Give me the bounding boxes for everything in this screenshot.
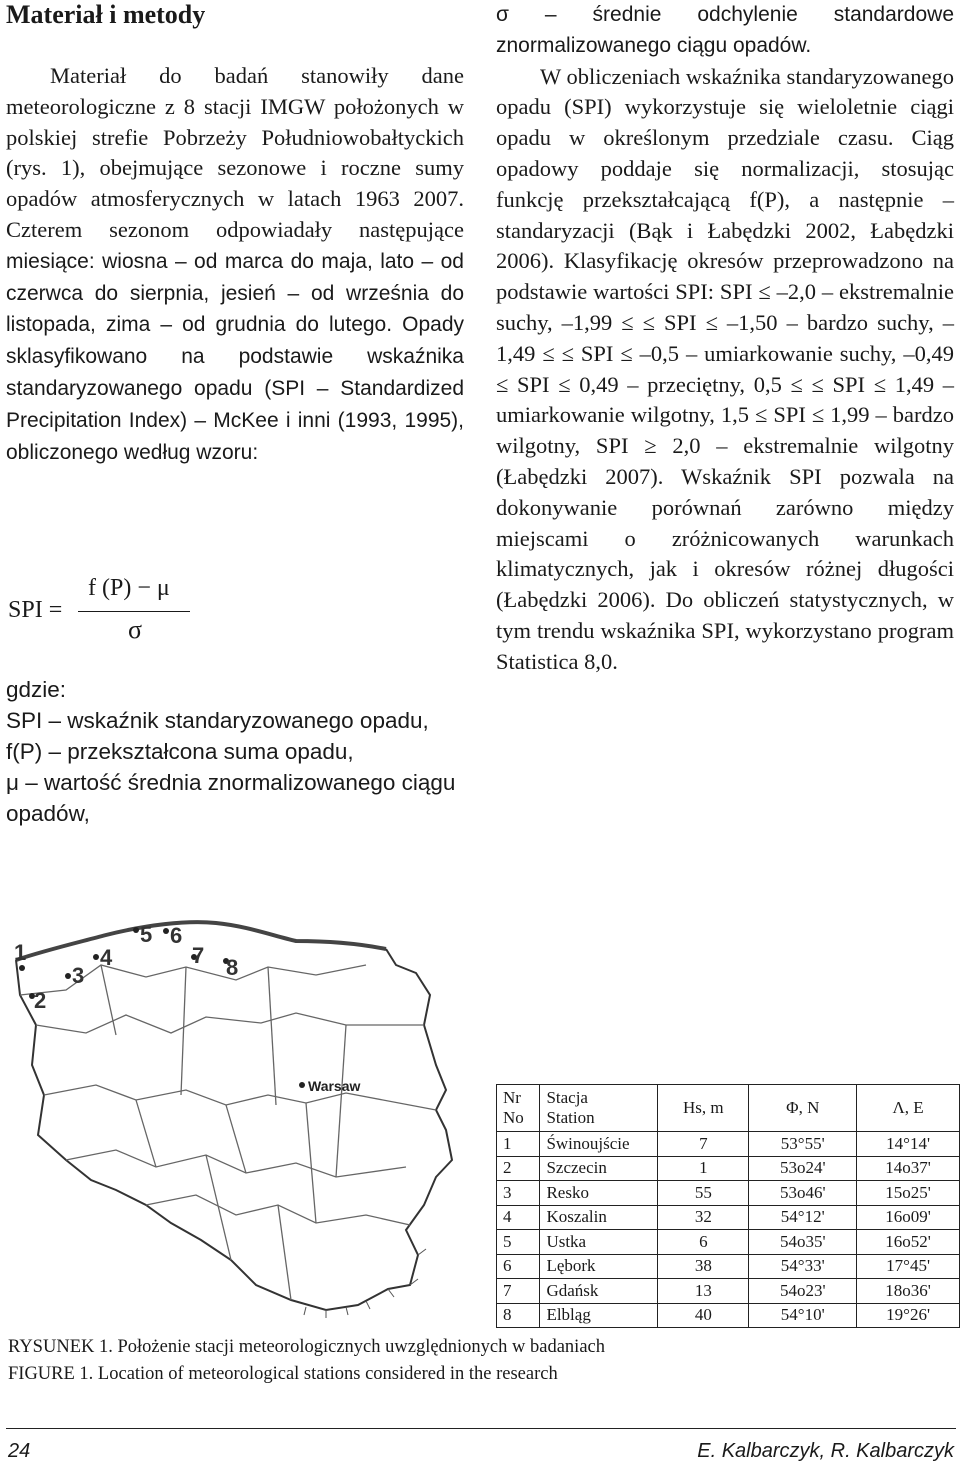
station-label-3: 3	[72, 963, 85, 988]
country-outline	[16, 949, 452, 1310]
methods-paragraph	[6, 61, 464, 468]
station-label-1: 1	[14, 940, 27, 965]
station-label-4: 4	[100, 945, 113, 970]
station-marker-1	[19, 965, 25, 971]
station-label-7: 7	[192, 943, 205, 968]
sigma-definition: σ – średnie odchylenie standardowe znormalizowanego ciągu opadów.	[496, 3, 954, 57]
formula-denominator: σ	[128, 615, 143, 644]
formula-lhs: SPI =	[8, 597, 63, 623]
border-hatching	[304, 1249, 426, 1318]
station-table	[496, 1084, 960, 1328]
station-label-2: 2	[34, 988, 47, 1013]
right-column	[496, 0, 954, 678]
table-row: 2 Szczecin 1 53o24' 14o37'	[497, 1156, 960, 1181]
page-number: 24	[8, 1440, 31, 1462]
table-row: 4 Koszalin 32 54°12' 16o09'	[497, 1205, 960, 1230]
formula-definitions	[6, 674, 464, 829]
left-column	[6, 61, 464, 468]
table-row: 8 Elbląg 40 54°10' 19°26'	[497, 1303, 960, 1328]
poland-station-map	[6, 905, 486, 1335]
running-authors: E. Kalbarczyk, R. Kalbarczyk	[697, 1440, 954, 1462]
table-row: 5 Ustka 6 54o35' 16o52'	[497, 1230, 960, 1255]
station-label-8: 8	[226, 955, 239, 980]
spi-formula	[8, 575, 208, 655]
section-heading: Materiał i metody	[6, 0, 206, 29]
warsaw-dot	[299, 1082, 305, 1088]
definitions-intro: gdzie:	[6, 677, 67, 702]
header-hs: Hs, m	[658, 1085, 749, 1132]
station-marker-3	[65, 973, 71, 979]
definition-spi: SPI – wskaźnik standaryzowanego opadu,	[6, 708, 429, 733]
figure-caption-pl: RYSUNEK 1. Położenie stacji meteorologicznych uwzględnionych w badaniach	[8, 1337, 605, 1357]
station-label-5: 5	[140, 922, 153, 947]
methods-paragraph-serif: Materiał do badań stanowiły dane meteorologiczne z 8 stacji IMGW położonych w polskiej strefie Pobrzeży Południowobałtyckich (rys. 1), obejmujące sezonowe i roczne sumy opadów atmosferycznych w latach 1963 2007. Czterem sezonom odpowiadały następujące	[6, 63, 464, 242]
header-station: Stacja Station	[540, 1085, 658, 1132]
definition-fp: f(P) – przekształcona suma opadu,	[6, 739, 354, 764]
header-phi: Φ, N	[749, 1085, 857, 1132]
definition-mu: μ – wartość średnia znormalizowanego ciągu opadów,	[6, 770, 456, 826]
station-marker-4	[93, 954, 99, 960]
station-marker-5	[133, 927, 139, 933]
spi-paragraph: W obliczeniach wskaźnika standaryzowanego opadu (SPI) wykorzystuje się wieloletnie ciągi opadu w określonym przedziale czasu. Ciąg opadowy poddaje się normalizacji, stosując funkcję przekształcającą f(P), a następnie – standaryzacji (Bąk i Łabędzki 2002, Łabędzki 2006). Klasyfikację okresów przeprowadzono na podstawie wartości SPI: SPI ≤ –2,0 – ekstremalnie suchy, –1,99 ≤ ≤ SPI ≤ –1,50 – bardzo suchy, –1,49 ≤ ≤ SPI ≤ –0,5 – umiarkowanie suchy, –0,49 ≤ SPI ≤ 0,49 – przeciętny, 0,5 ≤ ≤ SPI ≤ 1,49 – umiarkowanie wilgotny, 1,5 ≤ SPI ≤ 1,99 – bardzo wilgotny, SPI ≥ 2,0 – ekstremalnie wilgotny (Łabędzki 2007). Wskaźnik SPI pozwala na dokonywanie porównań zarówno między miejscami o zróżnicowanych warunkach klimatycznych, jak i okresów różnej długości (Łabędzki 2006). Do obliczeń statystycznych, w tym trendu wskaźnika SPI, wykorzystano program Statistica 8,0.	[496, 63, 954, 674]
table-row: 6 Lębork 38 54°33' 17°45'	[497, 1254, 960, 1279]
station-marker-6	[163, 928, 169, 934]
formula-numerator: f (P) − μ	[88, 575, 170, 601]
regional-boundaries	[20, 965, 436, 1300]
station-label-6: 6	[170, 923, 183, 948]
table-row: 1 Świnoujście 7 53°55' 14°14'	[497, 1132, 960, 1157]
table-row: 7 Gdańsk 13 54o23' 18o36'	[497, 1279, 960, 1304]
figure-caption-en: FIGURE 1. Location of meteorological stations considered in the research	[8, 1364, 558, 1384]
methods-paragraph-sans: miesiące: wiosna – od marca do maja, lato – od czerwca do sierpnia, jesień – od września do listopada, zima – od grudnia do lutego. Opady sklasyfikowano na podstawie wskaźnika standaryzowanego opadu (SPI – Standardized Precipitation Index) – McKee i inni (1993, 1995), obliczonego według wzoru:	[6, 249, 464, 464]
fraction-bar	[78, 611, 190, 612]
table-row: 3 Resko 55 53o46' 15o25'	[497, 1181, 960, 1206]
footer-rule	[6, 1428, 956, 1429]
table-header-row	[497, 1085, 960, 1132]
warsaw-label: Warsaw	[308, 1078, 361, 1094]
header-lambda: Λ, E	[857, 1085, 960, 1132]
header-nr: Nr No	[497, 1085, 540, 1132]
